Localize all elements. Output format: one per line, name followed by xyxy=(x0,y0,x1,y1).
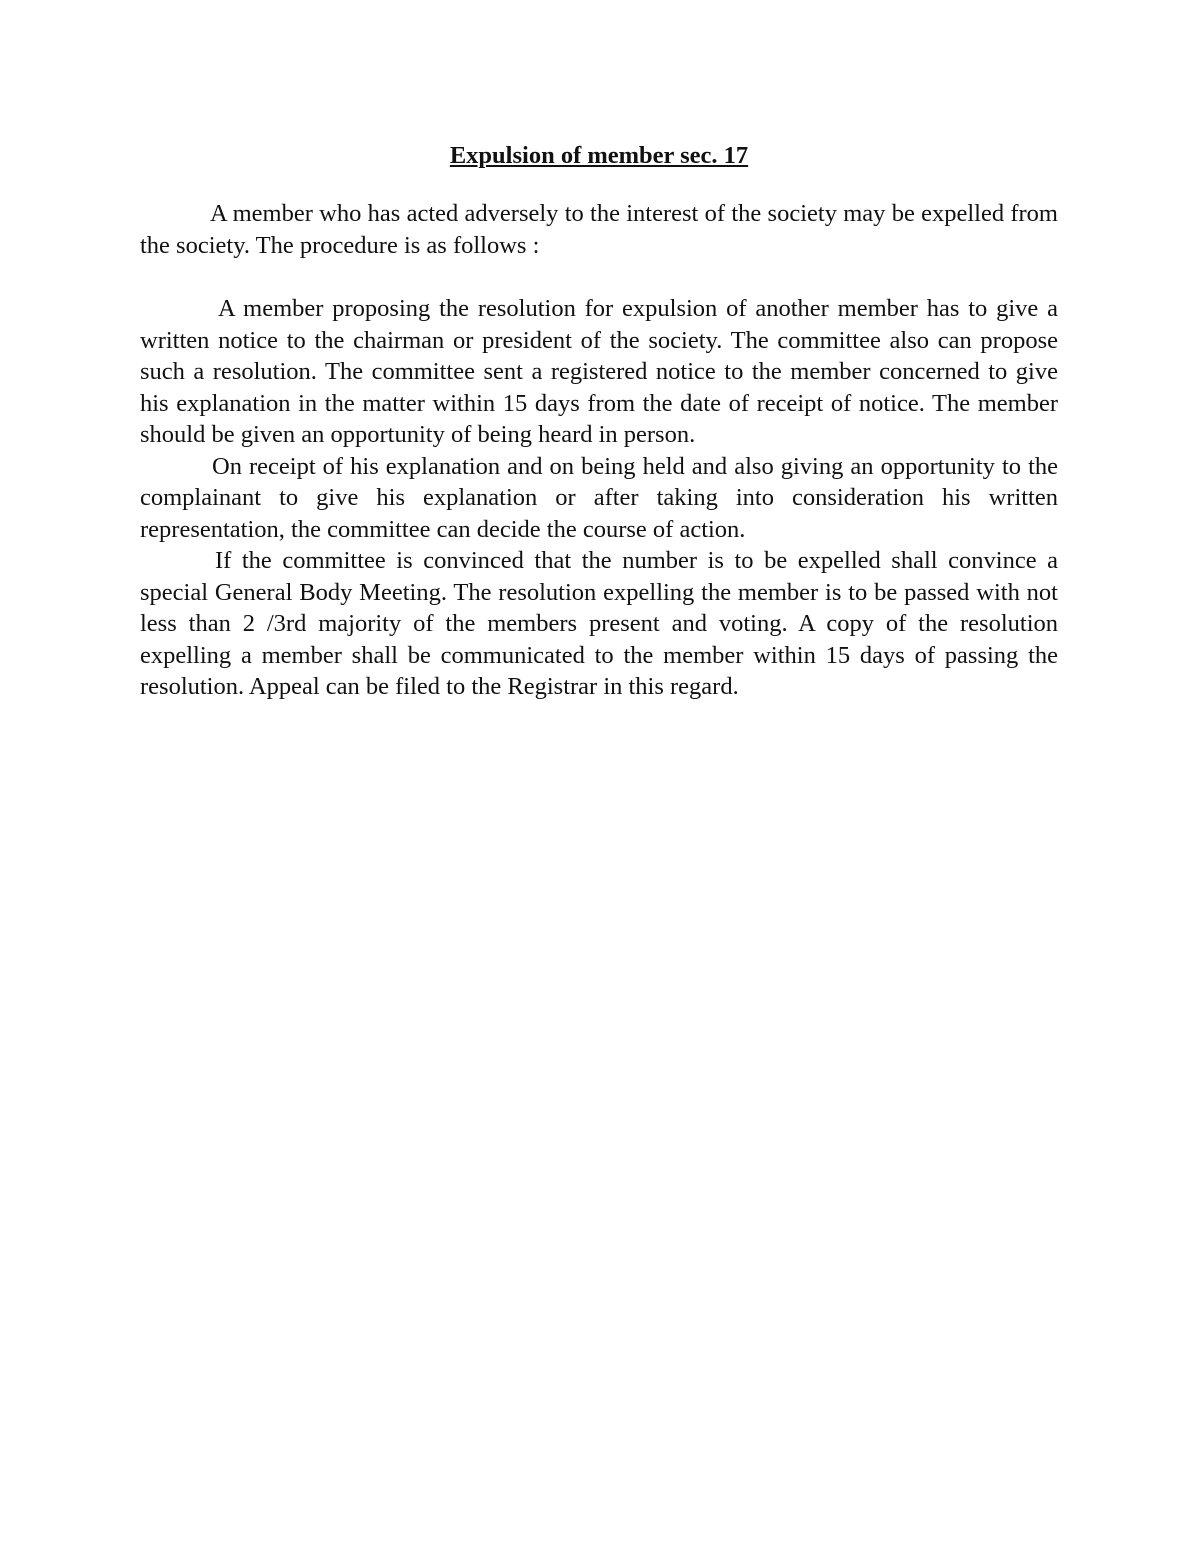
document-title: Expulsion of member sec. 17 xyxy=(449,142,749,169)
procedure-explanation-paragraph: On receipt of his explanation and on being held and also giving an opportunity to the complainant to give his explanation or after taking into consideration his written representation, the committee can decide the course of action. xyxy=(140,452,1058,543)
procedure-notice-paragraph: A member proposing the resolution for expulsion of another member has to give a written notice to the chairman or president of the society. The committee also can propose such a resolution. The committee sent a registered notice to the member concerned to give his explanation in the matter within 15 days from the date of receipt of notice. The member should be given an opportunity of being heard in person. xyxy=(140,295,1058,448)
procedure-resolution-paragraph: If the committee is convinced that the number is to be expelled shall convince a special General Body Meeting. The resolution expelling the member is to be passed with not less than 2 /3rd majority of the members present and voting. A copy of the resolution expelling a member shall be communicated to the member within 15 days of passing the resolution. Appeal can be filed to the Registrar in this regard. xyxy=(140,547,1058,700)
intro-paragraph: A member who has acted adversely to the interest of the society may be expelled from the society. The procedure is as follows : xyxy=(140,200,1058,259)
document-body xyxy=(140,140,1058,703)
